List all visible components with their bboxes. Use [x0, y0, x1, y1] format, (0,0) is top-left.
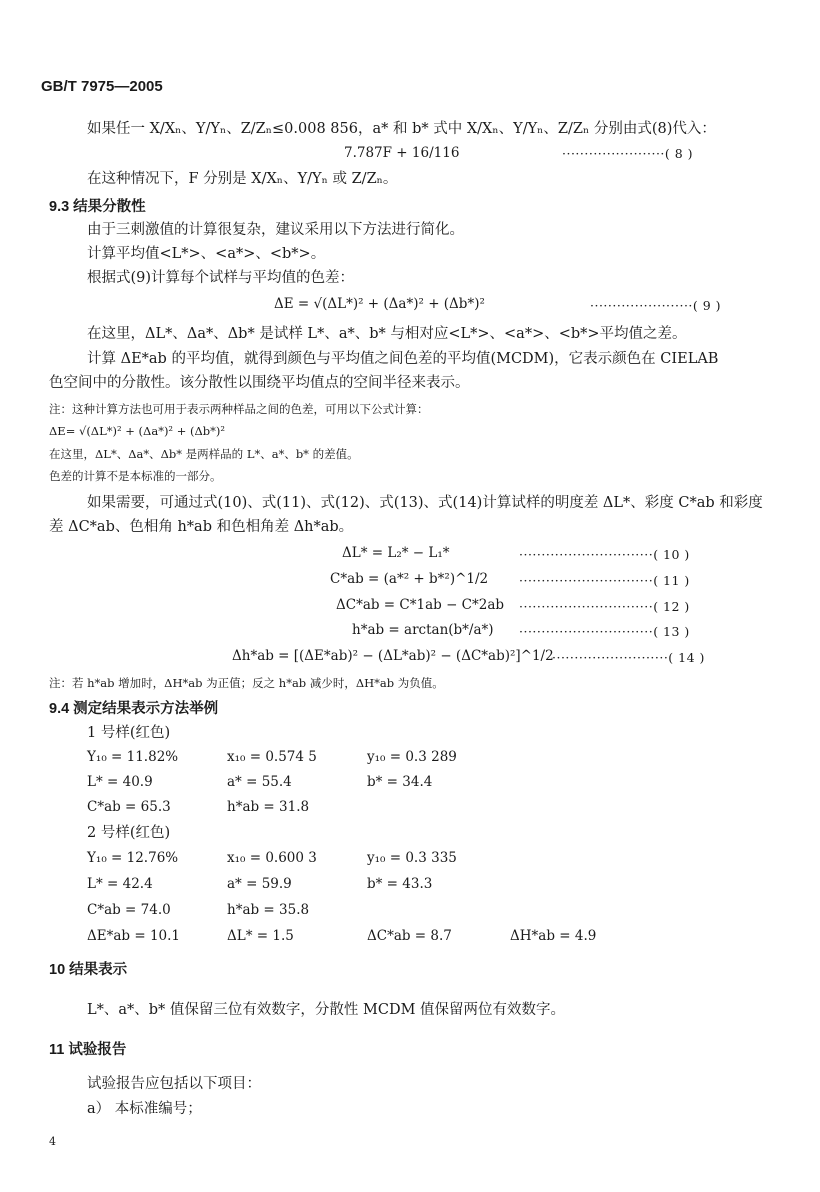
equation-9-number: ·······················( 9 ) — [590, 298, 722, 313]
note-5: 注：若 h*ab 增加时，ΔH*ab 为正值；反之 h*ab 减少时，ΔH*ab 为负值。 — [49, 676, 444, 690]
sample-2-a: a* = 59.9 — [227, 876, 292, 892]
sample-2-b: b* = 43.3 — [367, 876, 433, 892]
standard-code: GB/T 7975—2005 — [41, 78, 163, 95]
s11-paragraph: 试验报告应包括以下项目： — [87, 1076, 261, 1092]
equation-10-number: ······························( 10 ) — [519, 547, 690, 562]
s93-paragraph-1: 由于三刺激值的计算很复杂，建议采用以下方法进行简化。 — [87, 222, 464, 238]
sample-2-x10: x₁₀ = 0.600 3 — [227, 850, 317, 866]
equation-8-number: ·······················( 8 ) — [562, 146, 694, 161]
sample-1-b: b* = 34.4 — [367, 774, 433, 790]
intro-line-2: 在这种情况下，F 分别是 X/Xₙ、Y/Yₙ 或 Z/Zₙ。 — [87, 171, 398, 187]
section-9-4-heading: 9.4 测定结果表示方法举例 — [49, 701, 219, 717]
note-1: 注：这种计算方法也可用于表示两种样品之间的色差，可用以下公式计算： — [49, 402, 429, 416]
note-4: 色差的计算不是本标准的一部分。 — [49, 469, 222, 483]
sample-2-title: 2 号样(红色) — [87, 825, 171, 841]
delta-C: ΔC*ab = 8.7 — [367, 928, 452, 944]
sample-1-y10: Y₁₀ = 11.82% — [87, 749, 179, 765]
sample-1-L: L* = 40.9 — [87, 774, 153, 790]
equation-12: ΔC*ab = C*1ab − C*2ab — [336, 597, 505, 613]
sample-2-y10-chroma: y₁₀ = 0.3 335 — [367, 850, 457, 866]
sample-2-C: C*ab = 74.0 — [87, 902, 171, 918]
s11-item-a: a） 本标准编号； — [87, 1101, 202, 1117]
equation-10: ΔL* = L₂* − L₁* — [342, 545, 450, 561]
equation-13: h*ab = arctan(b*/a*) — [352, 622, 494, 638]
delta-H: ΔH*ab = 4.9 — [510, 928, 597, 944]
sample-2-h: h*ab = 35.8 — [227, 902, 310, 918]
intro-line-1: 如果任一 X/Xₙ、Y/Yₙ、Z/Zₙ≤0.008 856，a* 和 b* 式中 X/Xₙ、Y/Yₙ、Z/Zₙ 分别由式(8)代入： — [87, 121, 716, 137]
s93-paragraph-3: 根据式(9)计算每个试样与平均值的色差： — [87, 270, 355, 286]
equation-14: Δh*ab = [(ΔE*ab)² − (ΔL*ab)² − (ΔC*ab)²]^1/2 — [232, 648, 554, 664]
s93-paragraph-5a: 计算 ΔE*ab 的平均值，就得到颜色与平均值之间色差的平均值(MCDM)，它表示颜色在 CIELAB — [87, 351, 719, 367]
section-11-heading: 11 试验报告 — [49, 1042, 127, 1058]
sample-1-y10-chroma: y₁₀ = 0.3 289 — [367, 749, 457, 765]
s10-paragraph: L*、a*、b* 值保留三位有效数字，分散性 MCDM 值保留两位有效数字。 — [87, 1002, 566, 1018]
s93-paragraph-4: 在这里，ΔL*、Δa*、Δb* 是试样 L*、a*、b* 与相对应<L*>、<a*>、<b*>平均值之差。 — [87, 326, 687, 342]
sample-1-C: C*ab = 65.3 — [87, 799, 171, 815]
s93-paragraph-5b: 色空间中的分散性。该分散性以围绕平均值点的空间半径来表示。 — [49, 375, 470, 391]
sample-1-title: 1 号样(红色) — [87, 725, 171, 741]
s93-paragraph-2: 计算平均值<L*>、<a*>、<b*>。 — [87, 246, 326, 262]
equation-11: C*ab = (a*² + b*²)^1/2 — [330, 571, 489, 587]
equation-12-number: ······························( 12 ) — [519, 599, 690, 614]
s93-paragraph-6a: 如果需要，可通过式(10)、式(11)、式(12)、式(13)、式(14)计算试样的明度差 ΔL*、彩度 C*ab 和彩度 — [87, 495, 763, 511]
equation-9: ΔE = √(ΔL*)² + (Δa*)² + (Δb*)² — [274, 296, 485, 312]
s93-paragraph-6b: 差 ΔC*ab、色相角 h*ab 和色相角差 Δh*ab。 — [49, 519, 354, 535]
section-9-3-heading: 9.3 结果分散性 — [49, 199, 146, 215]
equation-11-number: ······························( 11 ) — [519, 573, 690, 588]
sample-2-y10: Y₁₀ = 12.76% — [87, 850, 179, 866]
sample-2-L: L* = 42.4 — [87, 876, 153, 892]
note-3: 在这里，ΔL*、Δa*、Δb* 是两样品的 L*、a*、b* 的差值。 — [49, 447, 359, 461]
delta-E: ΔE*ab = 10.1 — [87, 928, 180, 944]
sample-1-x10: x₁₀ = 0.574 5 — [227, 749, 317, 765]
note-formula: ΔE= √(ΔL*)² + (Δa*)² + (Δb*)² — [49, 424, 225, 438]
section-10-heading: 10 结果表示 — [49, 962, 128, 978]
page-number: 4 — [49, 1135, 56, 1148]
sample-1-a: a* = 55.4 — [227, 774, 292, 790]
equation-13-number: ······························( 13 ) — [519, 624, 690, 639]
sample-1-h: h*ab = 31.8 — [227, 799, 310, 815]
equation-14-number: ··························( 14 ) — [552, 650, 705, 665]
equation-8: 7.787F + 16/116 — [344, 145, 460, 161]
delta-L: ΔL* = 1.5 — [227, 928, 294, 944]
